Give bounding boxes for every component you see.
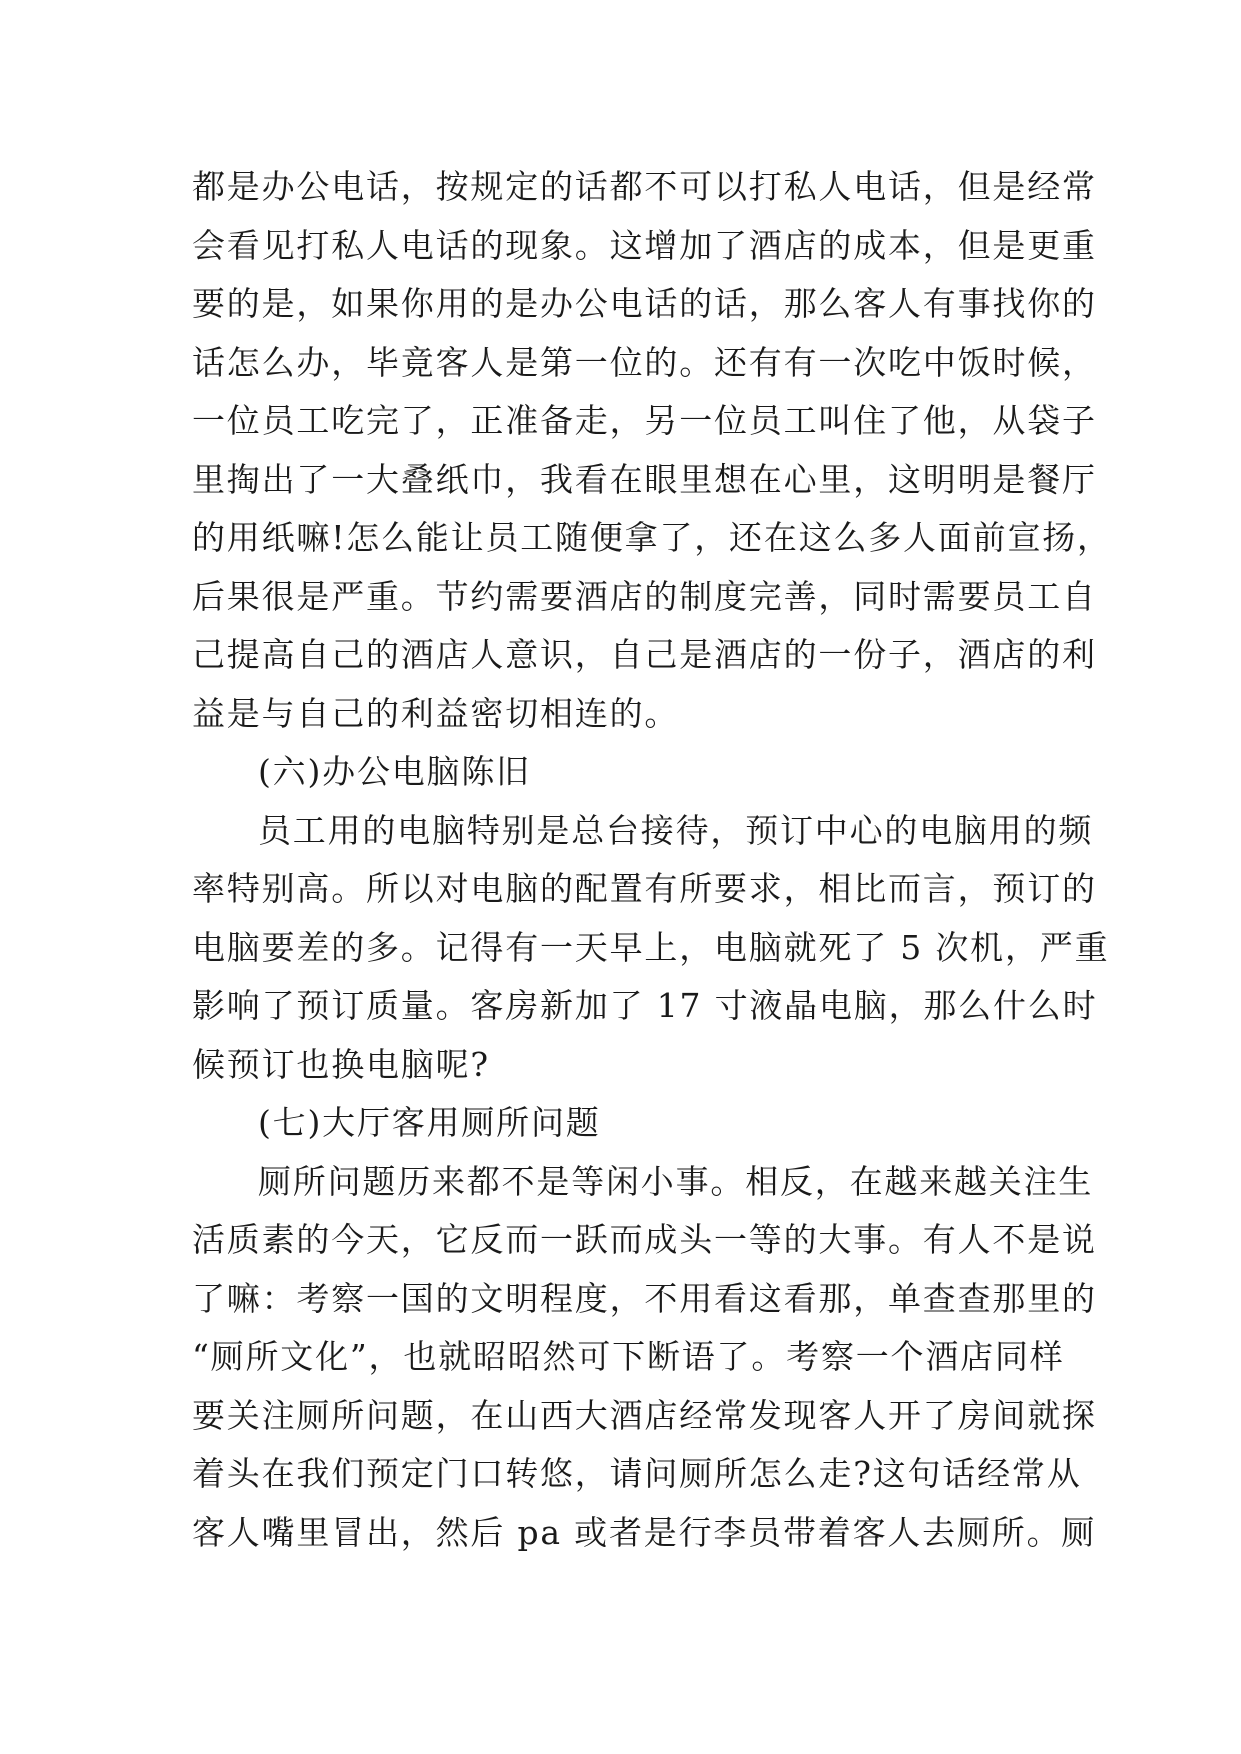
- paragraph-line: 着头在我们预定门口转悠，请问厕所怎么走?这句话经常从: [192, 1454, 1082, 1493]
- paragraph-line: 益是与自己的利益密切相连的。: [192, 693, 680, 733]
- paragraph-line: 话怎么办，毕竟客人是第一位的。还有有一次吃中饭时候，: [192, 342, 1097, 382]
- paragraph-line: 员工用的电脑特别是总台接待，预订中心的电脑用的频: [258, 810, 1094, 850]
- paragraph-line: 影响了预订质量。客房新加了 17 寸液晶电脑，那么什么时: [192, 986, 1098, 1025]
- paragraph-line: 都是办公电话，按规定的话都不可以打私人电话，但是经常: [192, 167, 1097, 206]
- section-heading: (六)办公电脑陈旧: [258, 752, 531, 791]
- paragraph-line: 里掏出了一大叠纸巾，我看在眼里想在心里，这明明是餐厅: [192, 459, 1097, 499]
- paragraph-line: 一位员工吃完了，正准备走，另一位员工叫住了他，从袋子: [192, 401, 1097, 440]
- paragraph-line: 后果很是严重。节约需要酒店的制度完善，同时需要员工自: [192, 576, 1097, 616]
- paragraph-line: 要关注厕所问题，在山西大酒店经常发现客人开了房间就探: [192, 1395, 1097, 1435]
- paragraph-line: 客人嘴里冒出，然后 pa 或者是行李员带着客人去厕所。厕: [192, 1512, 1097, 1552]
- document-body: [192, 158, 1112, 1562]
- paragraph-line: 了嘛：考察一国的文明程度，不用看这看那，单查查那里的: [192, 1278, 1097, 1318]
- paragraph-line: 率特别高。所以对电脑的配置有所要求，相比而言，预订的: [192, 869, 1097, 908]
- paragraph-line: 要的是，如果你用的是办公电话的话，那么客人有事找你的: [192, 284, 1097, 323]
- paragraph-line: 电脑要差的多。记得有一天早上，电脑就死了 5 次机，严重: [192, 927, 1110, 967]
- paragraph-line: 己提高自己的酒店人意识，自己是酒店的一份子，酒店的利: [192, 635, 1097, 674]
- paragraph-line: “厕所文化”，也就昭昭然可下断语了。考察一个酒店同样: [192, 1337, 1065, 1376]
- paragraph-line: 厕所问题历来都不是等闲小事。相反，在越来越关注生: [258, 1161, 1094, 1201]
- section-heading: (七)大厅客用厕所问题: [258, 1103, 601, 1142]
- paragraph-line: 的用纸嘛!怎么能让员工随便拿了，还在这么多人面前宣扬，: [192, 518, 1112, 557]
- paragraph-line: 候预订也换电脑呢?: [192, 1044, 490, 1084]
- paragraph-line: 会看见打私人电话的现象。这增加了酒店的成本，但是更重: [192, 225, 1097, 265]
- paragraph-line: 活质素的今天，它反而一跃而成头一等的大事。有人不是说: [192, 1220, 1097, 1259]
